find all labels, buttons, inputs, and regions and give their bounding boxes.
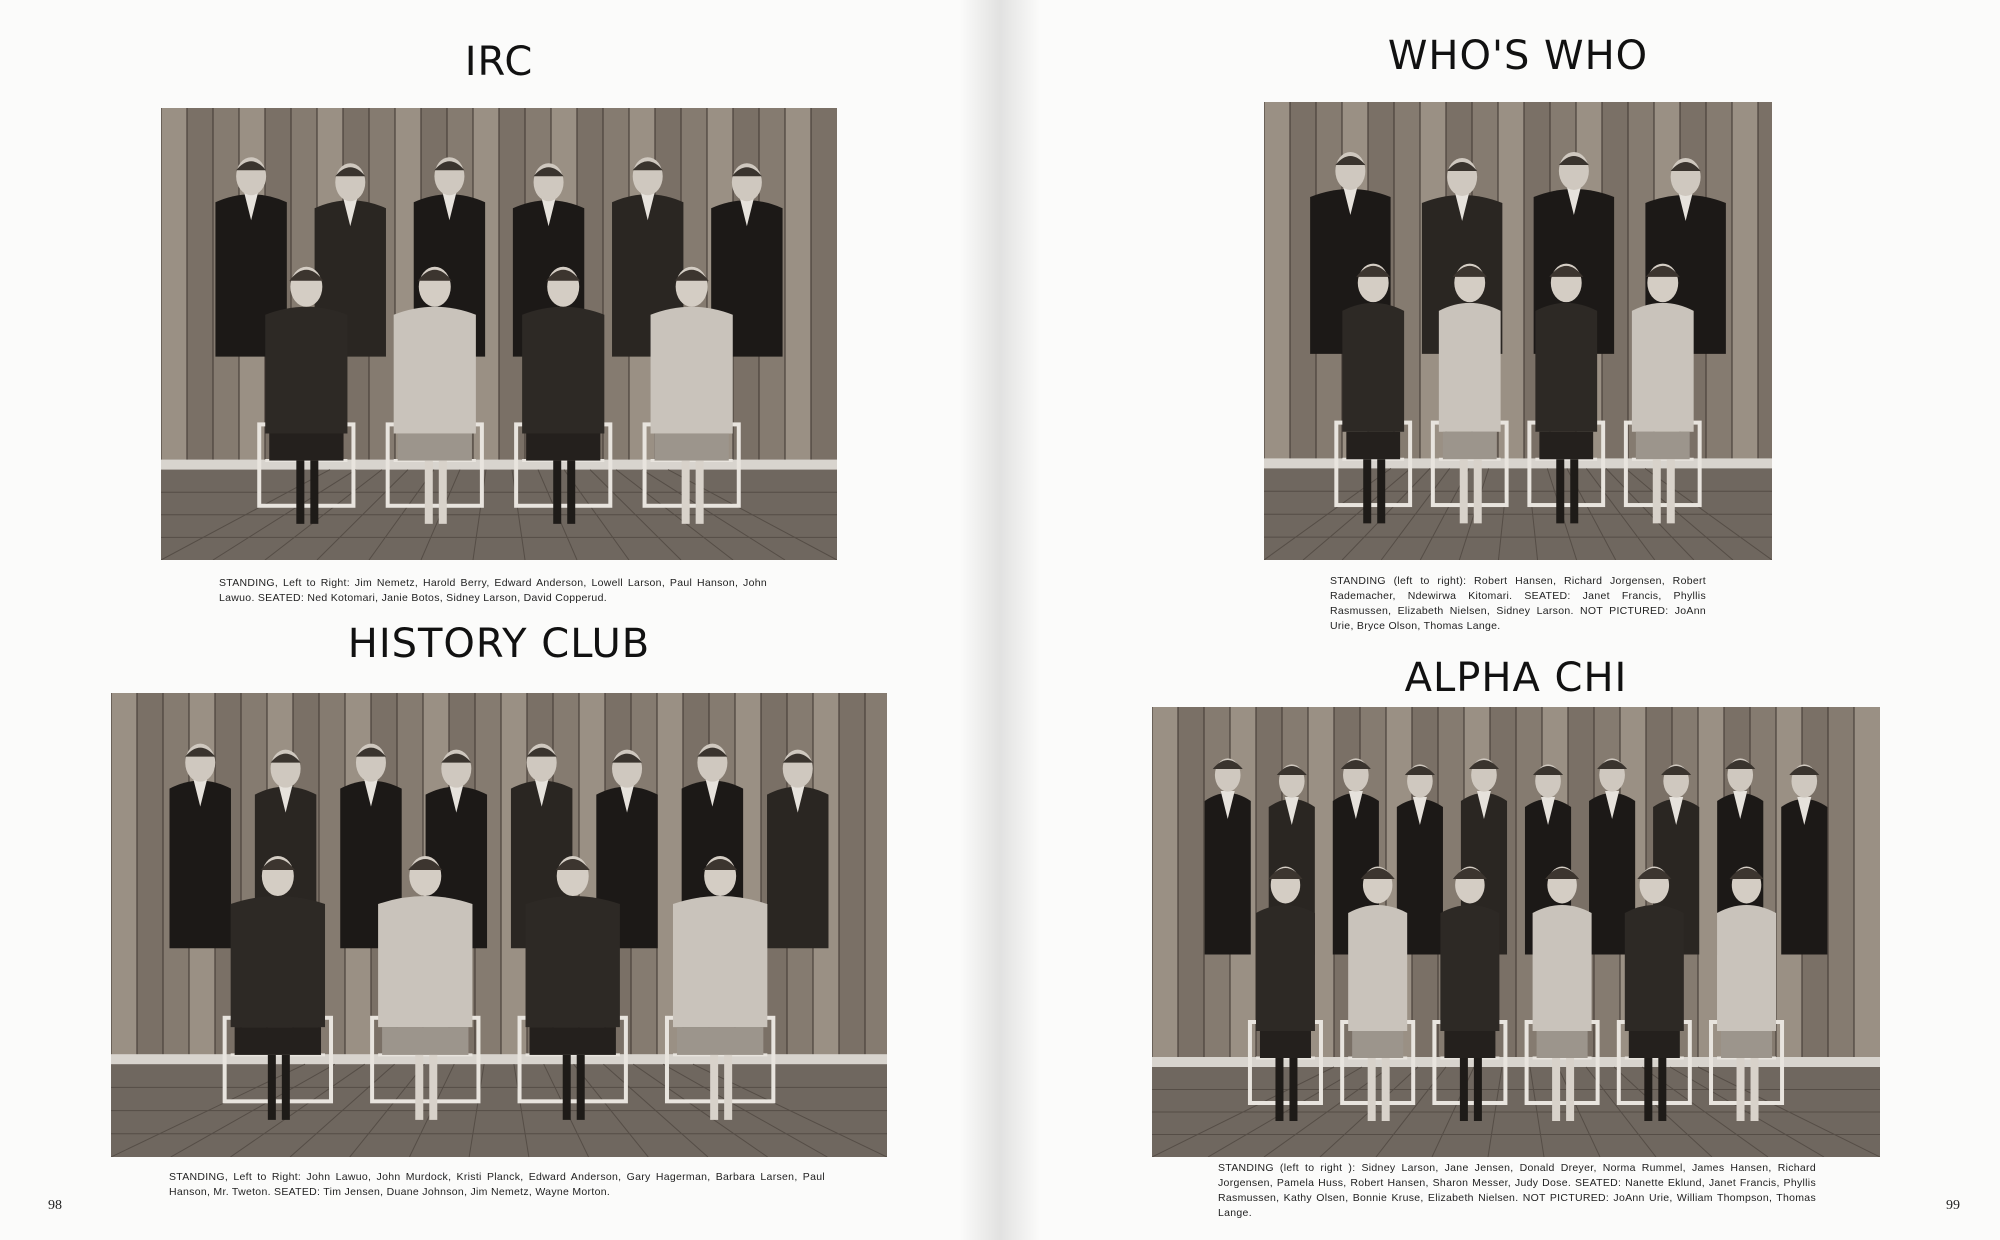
photo-illustration: [111, 693, 887, 1157]
whos-who-heading: WHO'S WHO: [1387, 33, 1649, 79]
gutter-shadow: [960, 0, 1000, 1240]
history-club-heading: HISTORY CLUB: [347, 621, 651, 667]
page-number-98: 98: [48, 1198, 62, 1213]
alpha-chi-caption: STANDING (left to right ): Sidney Larson, Jane Jensen, Donald Dreyer, Norma Rummel, James Hansen, Richard Jorgensen, Pamela Huss, Robert Hansen, Sharon Messer, Judy Dose. SEATED: Nanette Eklund, Janet Francis, Phyllis Rasmussen, Kathy Olsen, Bonnie Kruse, Elizabeth Nielsen. NOT PICTURED: JoAnn Urie, William Thompson, Thomas Lange.: [1218, 1162, 1816, 1219]
irc-heading: IRC: [464, 39, 534, 85]
history-club-group-photo: [111, 693, 887, 1157]
alpha-chi-heading: ALPHA CHI: [1404, 655, 1628, 701]
photo-illustration: [1264, 102, 1772, 560]
irc-caption: STANDING, Left to Right: Jim Nemetz, Harold Berry, Edward Anderson, Lowell Larson, Paul Hanson, John Lawuo. SEATED: Ned Kotomari, Janie Botos, Sidney Larson, David Copperud.: [219, 577, 767, 604]
right-page: [1000, 0, 2000, 1240]
alpha-chi-group-photo: [1152, 707, 1880, 1157]
photo-illustration: [1152, 707, 1880, 1157]
irc-group-photo: [161, 108, 837, 560]
whos-who-group-photo: [1264, 102, 1772, 560]
whos-who-caption: STANDING (left to right): Robert Hansen, Richard Jorgensen, Robert Rademacher, Ndewirwa Kitomari. SEATED: Janet Francis, Phyllis Rasmussen, Elizabeth Nielsen, Sidney Larson. NOT PICTURED: JoAnn Urie, Bryce Olson, Thomas Lange.: [1330, 575, 1706, 632]
history-club-caption: STANDING, Left to Right: John Lawuo, John Murdock, Kristi Planck, Edward Anderson, Gary Hagerman, Barbara Larsen, Paul Hanson, Mr. Tweton. SEATED: Tim Jensen, Duane Johnson, Jim Nemetz, Wayne Morton.: [169, 1171, 825, 1198]
gutter-shadow: [1000, 0, 1040, 1240]
photo-illustration: [161, 108, 837, 560]
page-number-99: 99: [1946, 1198, 1960, 1213]
